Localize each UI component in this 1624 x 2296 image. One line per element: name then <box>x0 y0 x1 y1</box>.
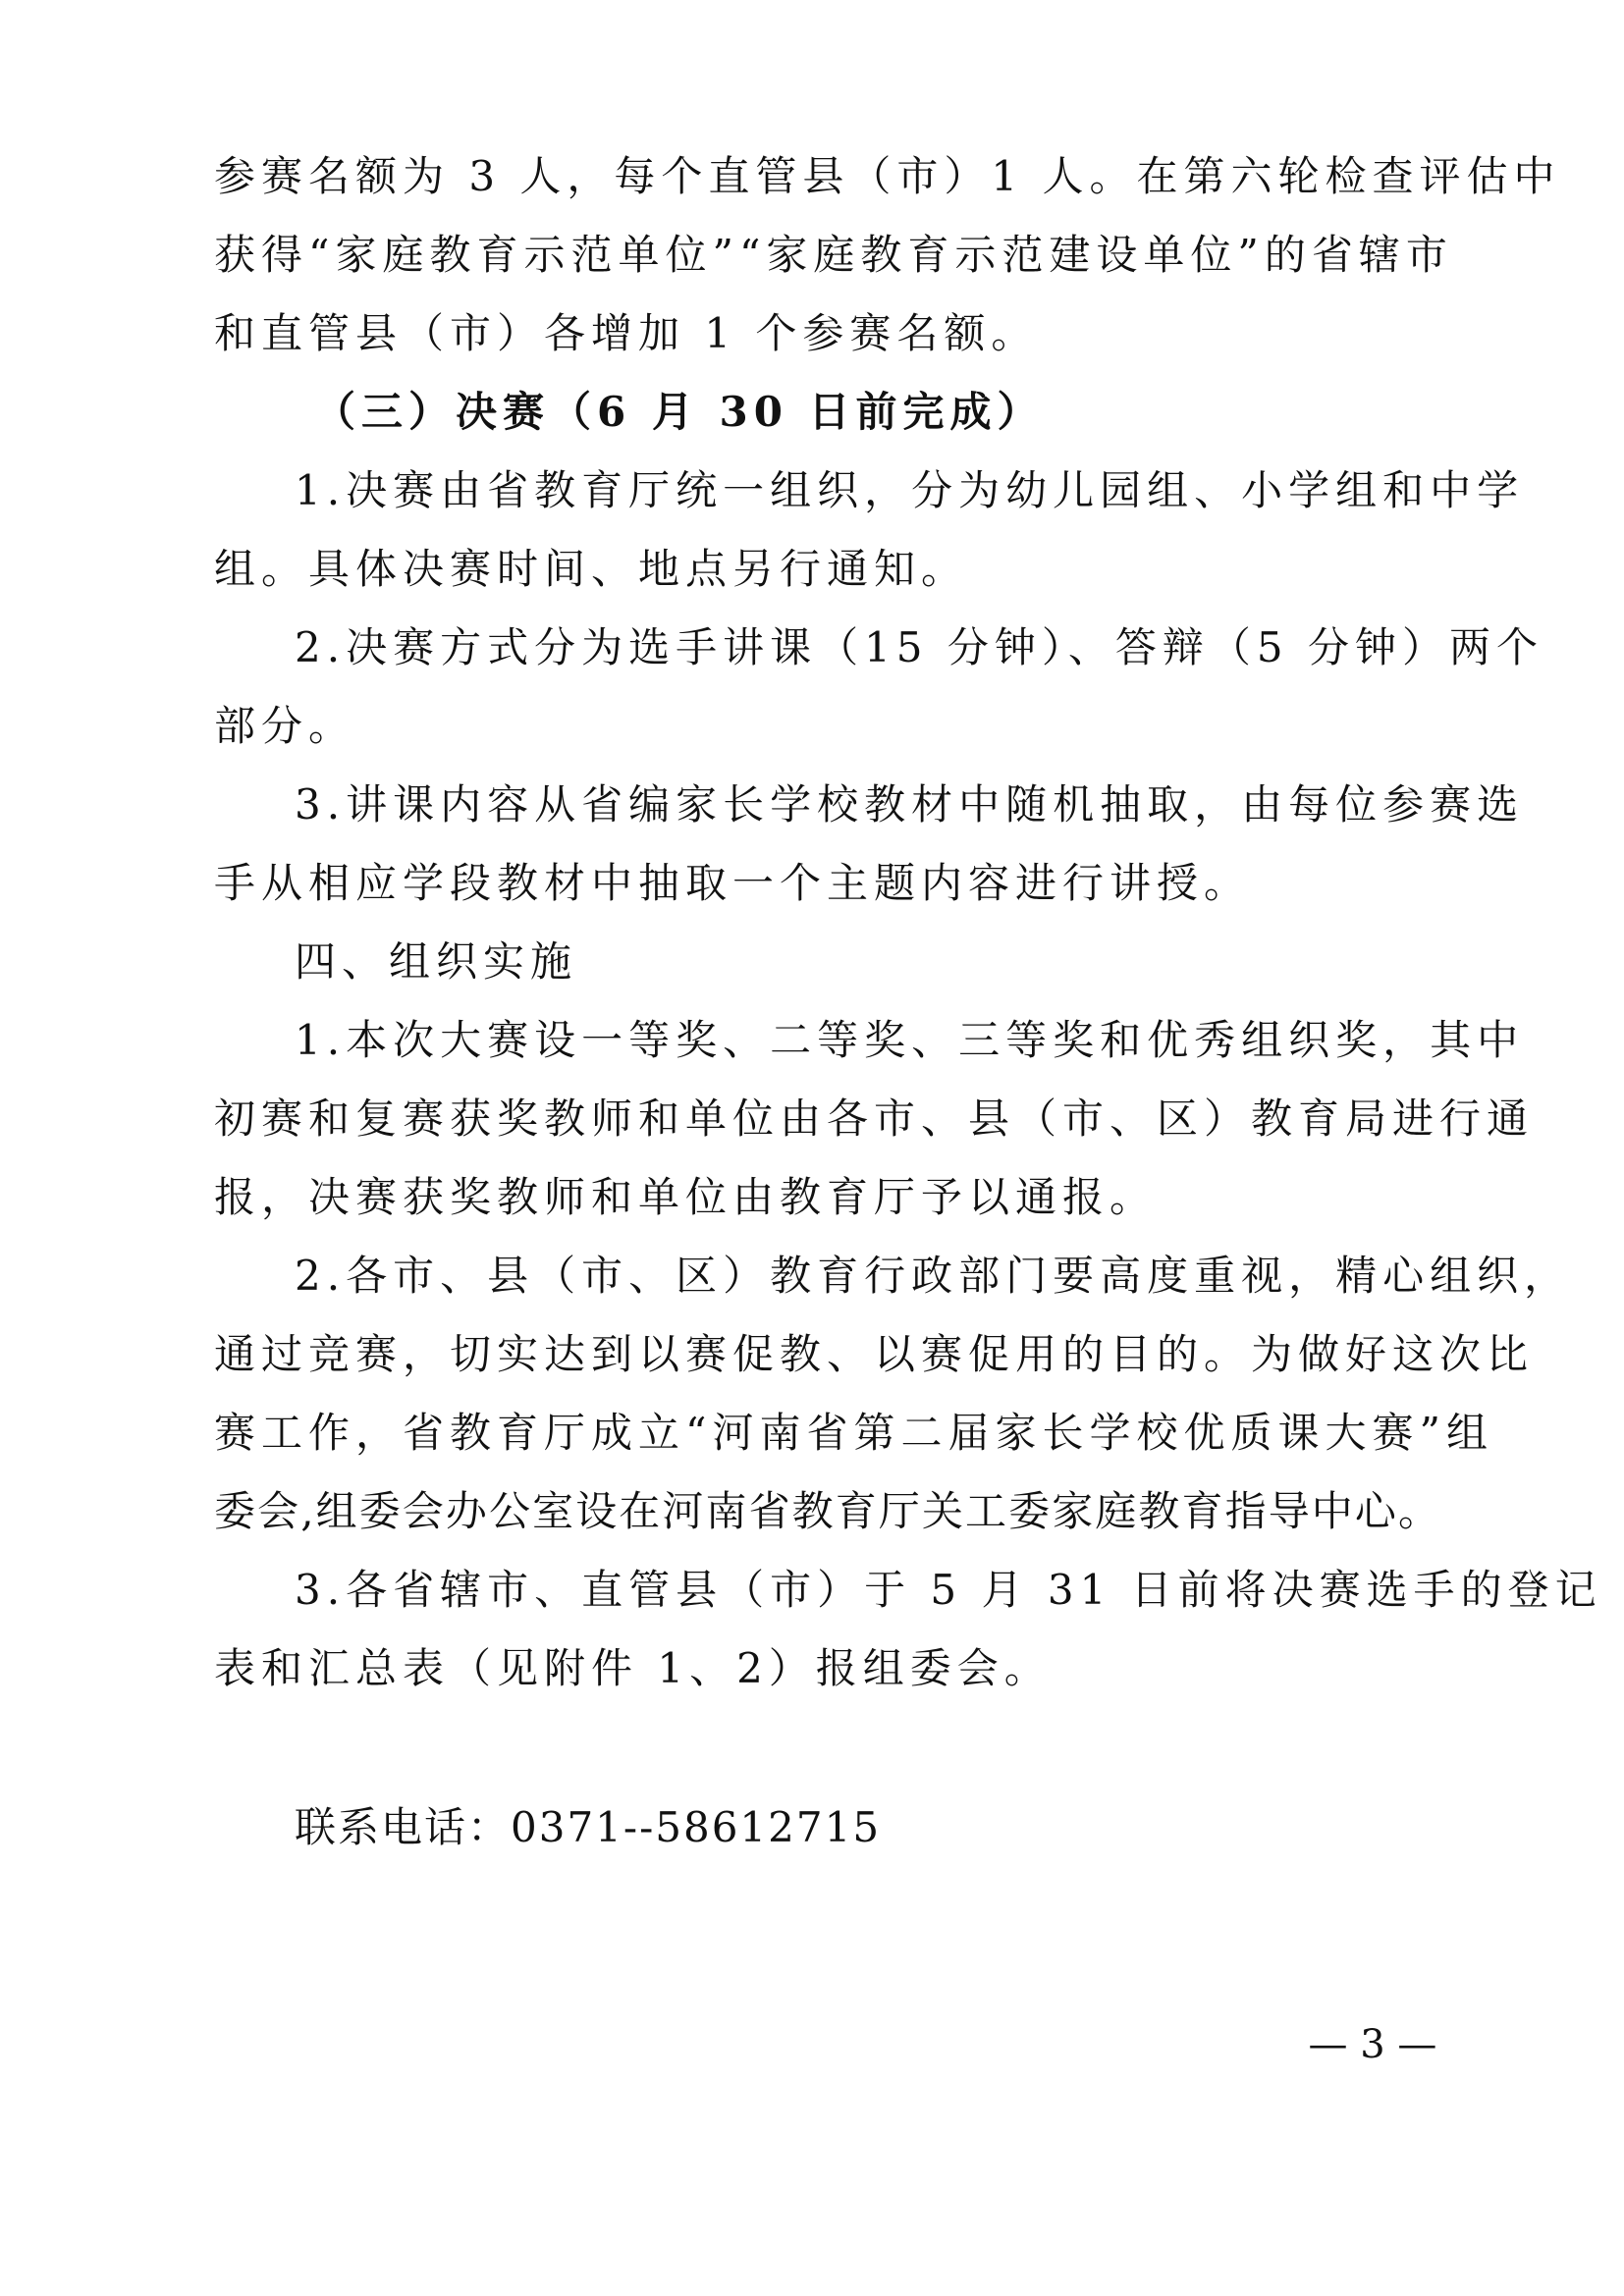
text-line: 手从相应学段教材中抽取一个主题内容进行讲授。 <box>214 859 1252 907</box>
text-line: 通过竞赛，切实达到以赛促教、以赛促用的目的。为做好这次比 <box>214 1330 1535 1378</box>
text-line: 委会,组委会办公室设在河南省教育厅关工委家庭教育指导中心。 <box>214 1487 1441 1535</box>
text-line: 初赛和复赛获奖教师和单位由各市、县（市、区）教育局进行通 <box>214 1095 1535 1143</box>
text-line: 组。具体决赛时间、地点另行通知。 <box>214 545 969 593</box>
text-line: 获得“家庭教育示范单位”“家庭教育示范建设单位”的省辖市 <box>214 231 1453 279</box>
text-line: 赛工作，省教育厅成立“河南省第二届家长学校优质课大赛”组 <box>214 1409 1493 1457</box>
text-line: 1.本次大赛设一等奖、二等奖、三等奖和优秀组织奖，其中 <box>295 1016 1525 1064</box>
text-line: 和直管县（市）各增加 1 个参赛名额。 <box>214 309 1039 357</box>
text-line: 2.各市、县（市、区）教育行政部门要高度重视，精心组织， <box>295 1252 1572 1300</box>
text-line: 3.各省辖市、直管县（市）于 5 月 31 日前将决赛选手的登记 <box>295 1566 1602 1614</box>
section-heading-final: （三）决赛（6 月 30 日前完成） <box>314 388 1045 436</box>
page-number: — 3 — <box>1308 2022 1437 2067</box>
contact-phone: 联系电话：0371--58612715 <box>295 1803 882 1851</box>
text-line: 表和汇总表（见附件 1、2）报组委会。 <box>214 1644 1052 1692</box>
text-line: 报，决赛获奖教师和单位由教育厅予以通报。 <box>214 1173 1158 1221</box>
text-line: 2.决赛方式分为选手讲课（15 分钟）、答辩（5 分钟）两个 <box>295 623 1543 671</box>
section-heading-implementation: 四、组织实施 <box>295 937 578 986</box>
text-line: 参赛名额为 3 人，每个直管县（市）1 人。在第六轮检查评估中 <box>214 152 1561 200</box>
text-line: 3.讲课内容从省编家长学校教材中随机抽取，由每位参赛选 <box>295 780 1525 828</box>
text-line: 部分。 <box>214 702 356 750</box>
text-line: 1.决赛由省教育厅统一组织，分为幼儿园组、小学组和中学 <box>295 466 1525 514</box>
